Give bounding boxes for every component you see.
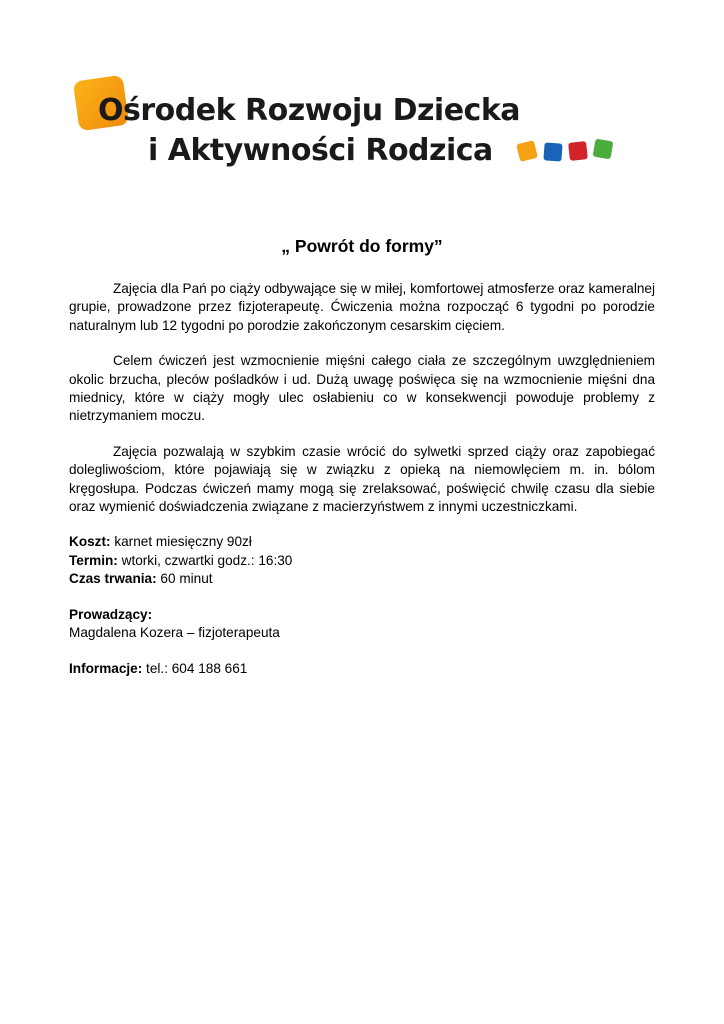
instructor-block — [69, 606, 655, 643]
term-line — [69, 552, 655, 570]
document-body — [69, 234, 655, 695]
contact-phone: tel.: 604 188 661 — [142, 660, 248, 676]
document-title: „ Powrót do formy” — [281, 236, 443, 256]
orange-square-icon — [516, 140, 538, 162]
paragraph-intro: Zajęcia dla Pań po ciąży odbywające się w miłej, komfortowej atmosferze oraz kameralnej grupie, prowadzone przez fizjoterapeutę. Ćwiczenia można rozpocząć 6 tygodni po porodzie naturalnym lub 12 tygodni po porodzie zakończonym cesarskim cięciem. — [69, 281, 655, 333]
term-label: Termin: — [69, 552, 118, 568]
class-details — [69, 533, 655, 588]
term-value: wtorki, czwartki godz.: 16:30 — [117, 552, 293, 568]
organization-logo — [76, 78, 636, 178]
logo-text-line2: i Aktywności Rodzica — [148, 133, 493, 168]
blue-square-icon — [543, 142, 562, 161]
contact-label: Informacje: — [69, 660, 143, 676]
cost-label: Koszt: — [69, 534, 111, 550]
instructor-name: Magdalena Kozera – fizjoterapeuta — [69, 625, 280, 641]
red-square-icon — [568, 141, 588, 161]
duration-label: Czas trwania: — [69, 571, 157, 587]
logo-color-squares — [518, 140, 618, 166]
logo-text-line1: Ośrodek Rozwoju Dziecka — [98, 93, 521, 128]
paragraph-goal: Celem ćwiczeń jest wzmocnienie mięśni całego ciała ze szczególnym uwzględnieniem okolic brzucha, pleców pośladków i ud. Dużą uwagę poświęca się na wzmocnienie mięśni dna miednicy, które w ciąży mogły ulec osłabieniu co w konsekwencji powoduje problemy z nietrzymaniem moczu. — [69, 353, 655, 424]
paragraph-benefits: Zajęcia pozwalają w szybkim czasie wrócić do sylwetki sprzed ciąży oraz zapobiegać dolegliwościom, które pojawiają się w związku z opieką na niemowlęciem m. in. bólom kręgosłupa. Podczas ćwiczeń mamy mogą się zrelaksować, poświęcić chwilę czasu dla siebie oraz wymienić doświadczenia związane z macierzyństwem z innymi uczestniczkami. — [69, 443, 655, 515]
cost-line — [69, 533, 655, 551]
contact-block — [69, 660, 655, 678]
duration-value: 60 minut — [156, 571, 213, 587]
contact-line — [69, 660, 655, 678]
green-square-icon — [593, 139, 614, 160]
cost-value: karnet miesięczny 90zł — [110, 534, 252, 550]
instructor-label: Prowadzący: — [69, 606, 153, 622]
duration-line — [69, 570, 655, 588]
